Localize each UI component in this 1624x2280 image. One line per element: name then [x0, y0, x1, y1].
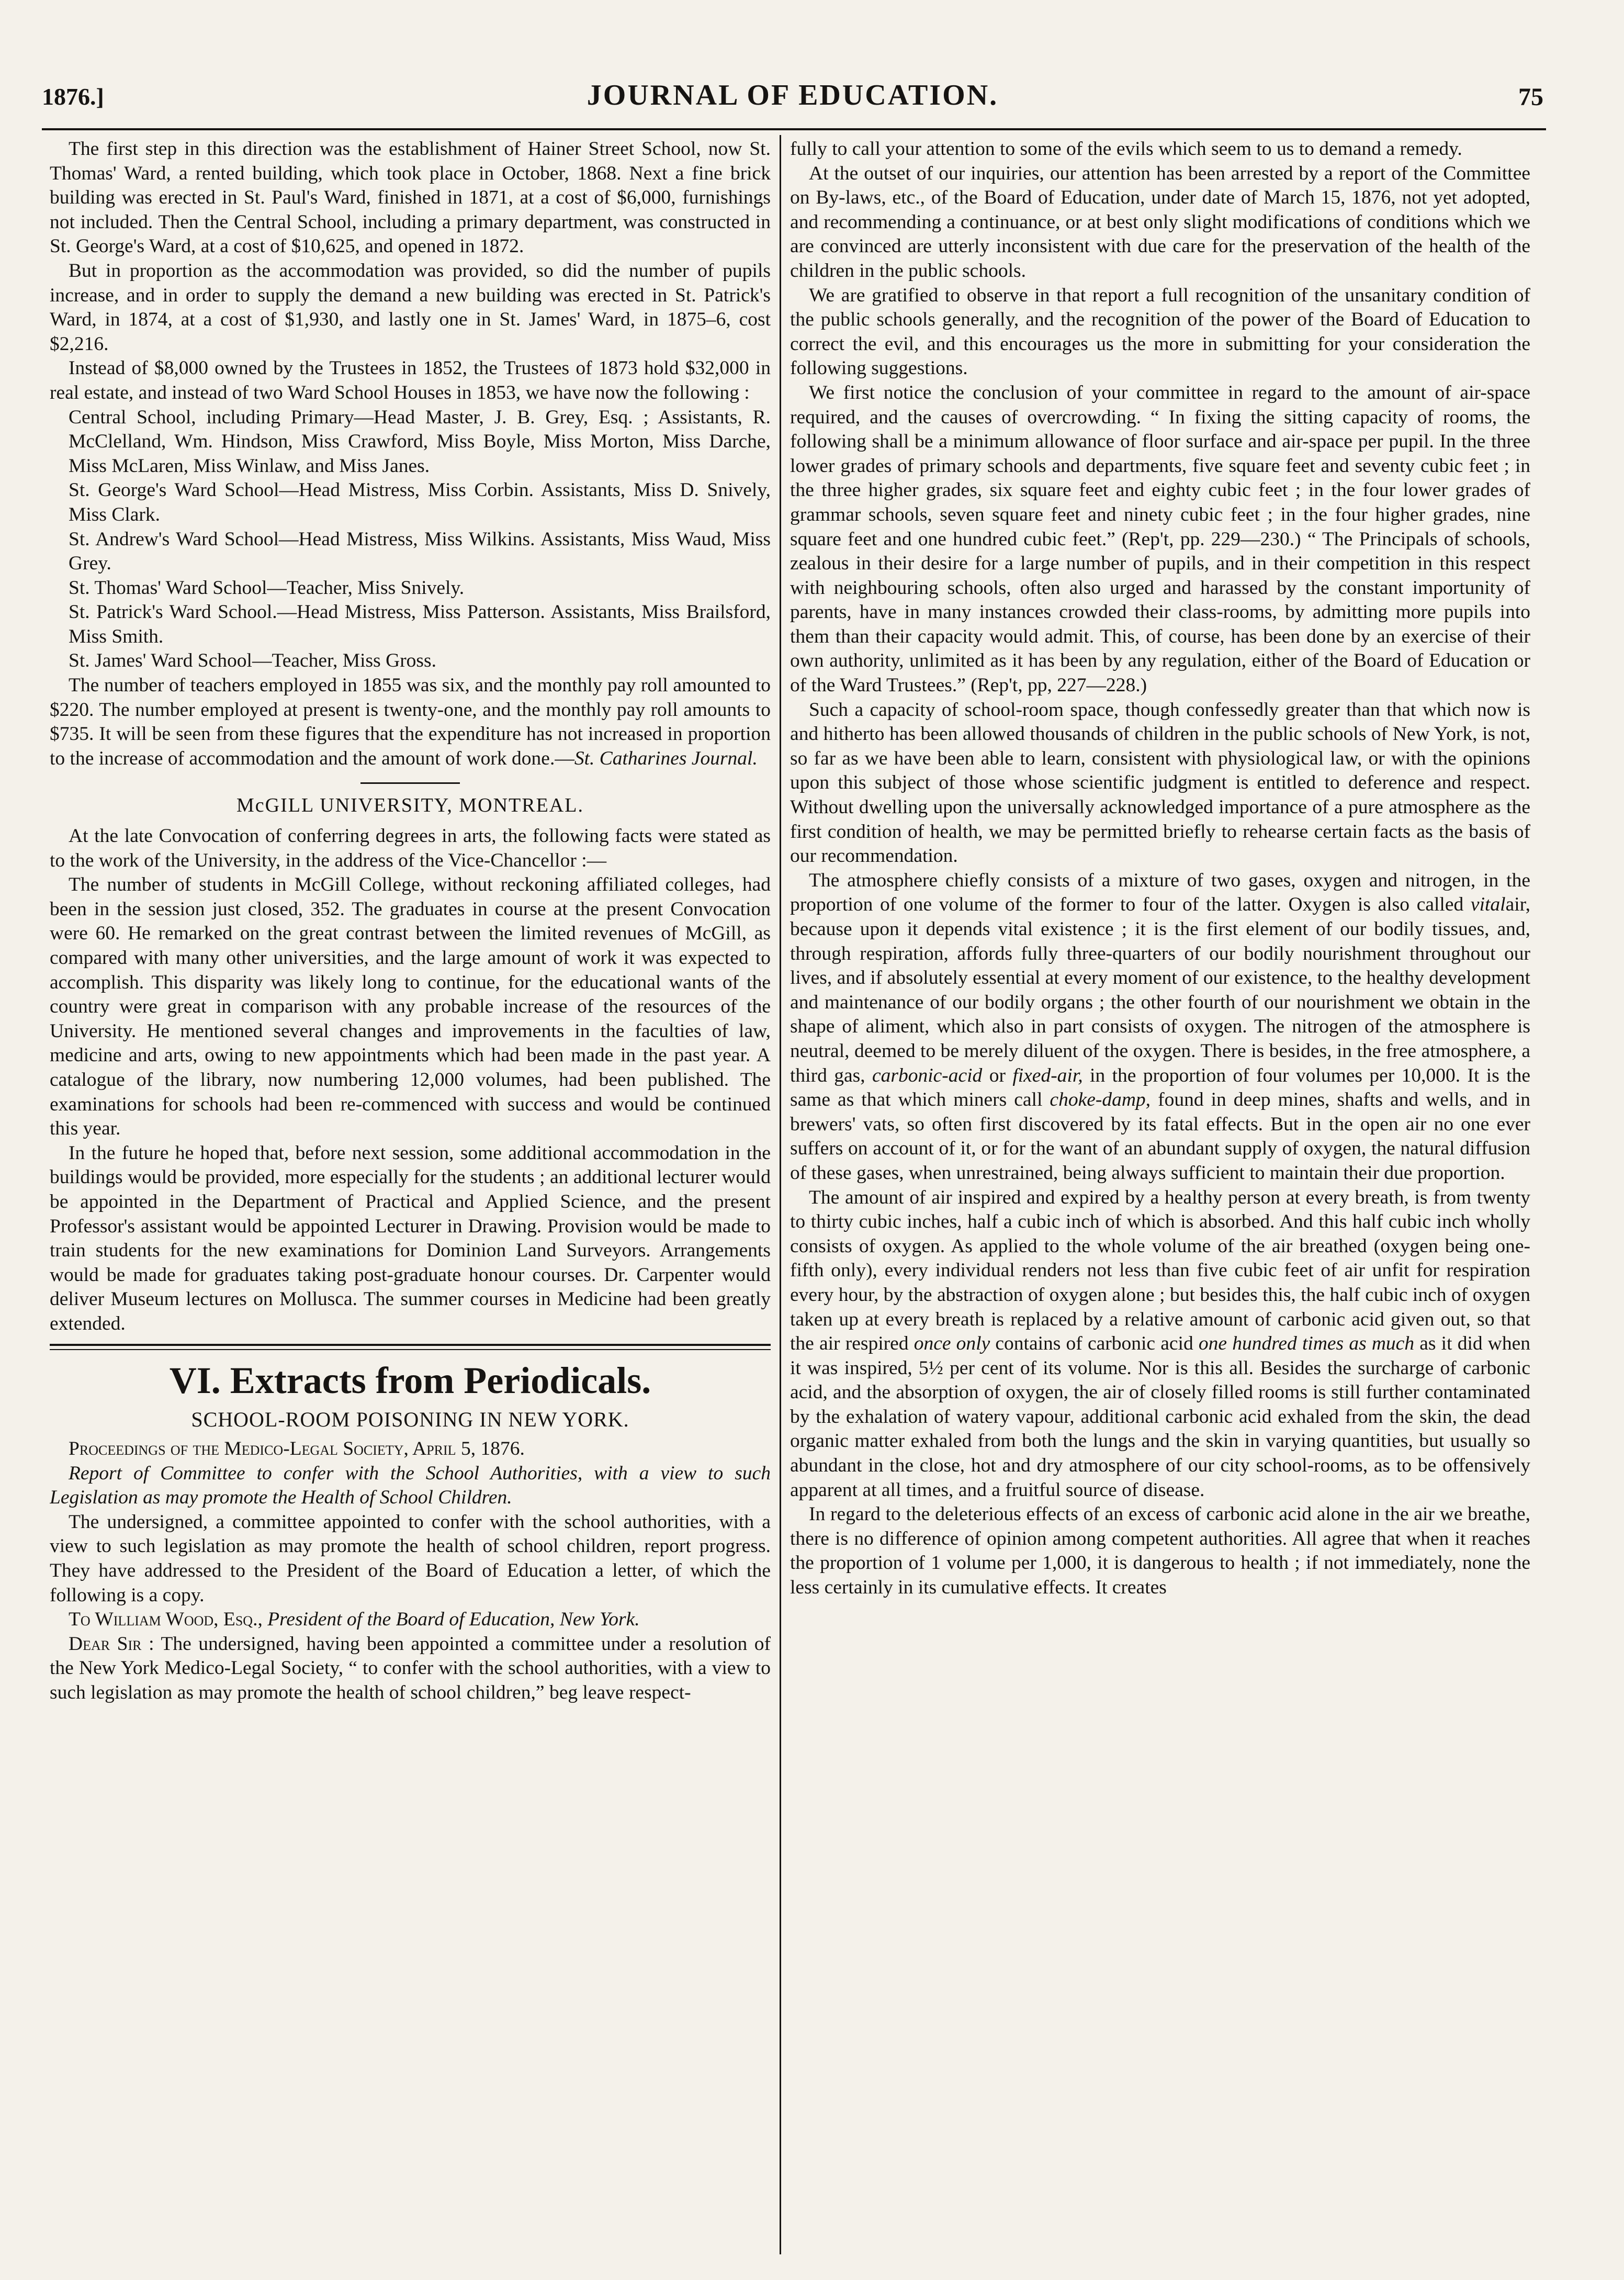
emphasis: one hundred times as much: [1198, 1333, 1415, 1355]
emphasis: carbonic-acid: [872, 1064, 983, 1086]
text: or: [989, 1064, 1006, 1086]
paragraph-text: : The undersigned, having been appointed a committee under a resolution of the New York Medico-Legal Society, “ to confer with the school authorities, with a view to such legislation as may promote the health of school children,” beg leave respect-: [50, 1633, 771, 1704]
paragraph: But in proportion as the accommodation was provided, so did the number of pupils increase, and in order to supply the demand a new building was erected in St. Patrick's Ward, in 1874, at a cost of $1,930, and lastly one in St. James' Ward, in 1875–6, cost $2,216.: [50, 260, 771, 355]
paragraph: Such a capacity of school-room space, though confessedly greater than that which now is and hitherto has been allowed thousands of children in the public schools of New York, is not, so far as we have been able to learn, consistent with physiological law, or with the opinions upon this subject of those whose scientific judgment is entitled to deference and respect. Without dwelling upon the universally acknowledged importance of a pure atmosphere as the first condition of health, we may be permitted briefly to rehearse certain facts as the basis of our recommendation.: [790, 699, 1530, 867]
paragraph: The first step in this direction was the establishment of Hainer Street School, now St. Thomas' Ward, a rented building, which took place in October, 1868. Next a fine brick building was erected in St. Paul's Ward, finished in 1871, at a cost of $6,000, furnishings not included. Then the Central School, including a primary department, was constructed in St. George's Ward, at a cost of $10,625, and opened in 1872.: [50, 138, 771, 257]
text: in the proportion of four volumes per 10,000. It is the same as that which miners call: [790, 1064, 1530, 1111]
source-citation: St. Catharines Journal.: [574, 747, 758, 769]
paragraph: In the future he hoped that, before next session, some additional accommodation in the buildings would be provided, more especially for the students ; an additional lecturer would be appointed in the Department of Practical and Applied Science, and the present Professor's assistant would be appointed Lecturer in Drawing. Provision would be made to train students for the new examinations for Dominion Land Surveyors. Arrangements would be made for graduates taking post-graduate honour courses. Dr. Carpenter would deliver Museum lectures on Mollusca. The summer courses in Medicine had been greatly extended.: [50, 1142, 771, 1334]
header-rule: [42, 128, 1546, 130]
section-heading-mcgill: McGILL UNIVERSITY, MONTREAL.: [236, 794, 584, 817]
report-title: Report of Committee to confer with the School Authorities, with a view to such Legislation as may promote the Health of School Children.: [50, 1462, 771, 1509]
list-item: St. James' Ward School—Teacher, Miss Gross.: [69, 650, 436, 672]
journal-title: JOURNAL OF EDUCATION.: [587, 79, 999, 111]
section-divider: [360, 782, 460, 784]
list-item: St. Thomas' Ward School—Teacher, Miss Snively.: [69, 577, 465, 599]
paragraph: [790, 1186, 1530, 1503]
paragraph: We first notice the conclusion of your committee in regard to the amount of air-space required, and the causes of overcrowding. “ In fixing the sitting capacity of rooms, the following shall be a minimum allowance of floor surface and air-space per pupil. In the three lower grades of primary schools and departments, five square feet and seventy cubic feet ; in the three higher grades, six square feet and eighty cubic feet ; in the four lower grades of grammar schools, seven square feet and ninety cubic feet ; in the four higher grades, nine square feet and one hundred cubic feet.” (Rep't, pp. 229—230.) “ The Principals of schools, zealous in their desire for a large number of pupils, and in their competition in this respect with neighbouring schools, often also urged and harassed by the constant importunity of parents, have in many instances crowded their class-rooms, by admitting more pupils into them than their capacity would admit. This, of course, has been done by an exercise of their own authority, unlimited as it has been by any regulation, either of the Board of Education or of the Ward Trustees.” (Rep't, pp, 227—228.): [790, 381, 1530, 697]
text: as it did when it was inspired, 5½ per cent of its volume. Nor is this all. Besides the surcharge of carbonic acid, and the absorption of oxygen, the air of closely filled rooms is still further contaminated by the exhalation of watery vapour, additional carbonic acid exhaled from the skin, the dead organic matter exhaled from both the lungs and the skin in varying quantities, but usually so abundant in the close, hot and dry atmosphere of our city school-rooms, as to be offensively apparent at all times, and a fruitful source of disease.: [790, 1333, 1530, 1501]
paragraph: The number of students in McGill College, without reckoning affiliated colleges, had been in the session just closed, 352. The graduates in course at the present Convocation were 60. He remarked on the great contrast between the limited revenues of McGill, as compared with many other universities, and the large amount of work it was expected to accomplish. This disparity was likely long to continue, for the educational wants of the country were great in comparison with any probable increase of the resources of the University. He mentioned several changes and improvements in the faculties of law, medicine and arts, owing to new appointments which had been made in the past year. A catalogue of the library, now numbering 12,000 volumes, had been published. The examinations for schools had been re-commenced with success and would be continued this year.: [50, 874, 771, 1140]
paragraph: The undersigned, a committee appointed to confer with the school authorities, with a view to such legislation as may promote the health of school children, report progress. They have addressed to the President of the Board of Education a letter, of which the following is a copy.: [50, 1511, 771, 1606]
part-title: VI. Extracts from Periodicals.: [169, 1359, 651, 1401]
article-heading: SCHOOL-ROOM POISONING IN NEW YORK.: [191, 1407, 629, 1431]
emphasis: once only: [914, 1333, 990, 1355]
school-staff-list: [50, 406, 771, 674]
text: The atmosphere chiefly consists of a mixture of two gases, oxygen and nitrogen, in the proportion of one volume of the former to four of the latter. Oxygen is also called: [790, 869, 1530, 916]
paragraph: At the late Convocation of conferring degrees in arts, the following facts were stated as to the work of the University, in the address of the Vice-Chancellor :—: [50, 825, 771, 871]
salutation: Dear Sir: [69, 1633, 142, 1655]
list-item: St. Andrew's Ward School—Head Mistress, Miss Wilkins. Assistants, Miss Waud, Miss Grey.: [69, 528, 771, 575]
paragraph: At the outset of our inquiries, our attention has been arrested by a report of the Committee on By-laws, etc., of the Board of Education, under date of March 15, 1876, not yet adopted, and recommending a continuance, or at best only slight modifications of conditions which we are convinced are utterly inconsistent with due care for the preservation of the health of the children in the public schools.: [790, 162, 1530, 282]
part-divider: [50, 1344, 771, 1350]
paragraph: [790, 869, 1530, 1186]
header-year: 1876.]: [42, 83, 104, 110]
paragraph: In regard to the deleterious effects of an excess of carbonic acid alone in the air we breathe, there is no difference of opinion among competent authorities. All agree that when it reaches the proportion of 1 volume per 1,000, it is dangerous to health ; if not immediately, none the less certainly in its cumulative effects. It creates: [790, 1503, 1530, 1599]
right-column: [790, 137, 1530, 2251]
paragraph: We are gratified to observe in that report a full recognition of the unsanitary condition of the public schools generally, and the recognition of the power of the Board of Education to correct the evil, and this encourages us the more in submitting for your consideration the following suggestions.: [790, 284, 1530, 379]
emphasis: fixed-air,: [1012, 1064, 1083, 1086]
addressee: To William Wood, Esq.,: [69, 1609, 263, 1631]
page-header: [42, 78, 1543, 126]
paragraph: [50, 673, 771, 771]
emphasis: choke-damp,: [1050, 1089, 1151, 1111]
text: air, because upon it depends vital existence ; it is the first element of our bodily tissues, and, through respiration, affords fully three-quarters of our bodily nourishment throughout our lives, and if absolutely essential at every moment of our existence, to the healthy development and maintenance of our bodily organs ; the other fourth of our nourishment we obtain in the shape of aliment, which also in part consists of oxygen. The nitrogen of the atmosphere is neutral, deemed to be merely diluent of the oxygen. There is besides, in the free atmosphere, a third gas,: [790, 894, 1530, 1086]
addressee-title: President of the Board of Education, New York.: [267, 1609, 640, 1631]
proceedings-line: Proceedings of the Medico-Legal Society, April 5, 1876.: [69, 1438, 525, 1460]
paragraph: fully to call your attention to some of the evils which seem to us to demand a remedy.: [790, 138, 1462, 160]
left-column: [50, 137, 771, 2251]
page-number: 75: [1518, 83, 1543, 111]
paragraph: Instead of $8,000 owned by the Trustees in 1852, the Trustees of 1873 hold $32,000 in real estate, and instead of two Ward School Houses in 1853, we have now the following :: [50, 357, 771, 403]
paragraph-text: The number of teachers employed in 1855 was six, and the monthly pay roll amounted to $220. The number employed at present is twenty-one, and the monthly pay roll amounts to $735. It will be seen from these figures that the expenditure has not increased in proportion to the increase of accommodation and the amount of work done.—: [50, 675, 771, 769]
text: contains of carbonic acid: [995, 1333, 1193, 1355]
text: found in deep mines, shafts and wells, and in brewers' vats, so often first discovered by its fatal effects. But in the open air no one ever suffers on account of it, or for the want of an abundant supply of oxygen, the natural diffusion of these gases, when unrestrained, being always sufficient to maintain their due proportion.: [790, 1089, 1530, 1184]
paragraph: [50, 1632, 771, 1705]
list-item: St. George's Ward School—Head Mistress, Miss Corbin. Assistants, Miss D. Snively, Miss Clark.: [69, 479, 771, 525]
emphasis: vital: [1470, 894, 1506, 916]
list-item: St. Patrick's Ward School.—Head Mistress, Miss Patterson. Assistants, Miss Brailsford, Miss Smith.: [69, 601, 771, 647]
text: The amount of air inspired and expired by a healthy person at every breath, is from twenty to thirty cubic inches, half a cubic inch of which is absorbed. And this half cubic inch wholly consists of oxygen. As applied to the whole volume of the air breathed (oxygen being one-fifth only), every individual renders not less than five cubic feet of air unfit for respiration every hour, by the abstraction of oxygen alone ; but besides this, the half cubic inch of oxygen taken up at every breath is replaced by a relative amount of carbonic acid given out, so that the air respired: [790, 1186, 1530, 1355]
address-line: [50, 1608, 771, 1632]
column-divider: [780, 135, 781, 2254]
list-item: Central School, including Primary—Head Master, J. B. Grey, Esq. ; Assistants, R. McClelland, Wm. Hindson, Miss Crawford, Miss Boyle, Miss Morton, Miss Darche, Miss McLaren, Miss Winlaw, and Miss Janes.: [69, 406, 771, 477]
